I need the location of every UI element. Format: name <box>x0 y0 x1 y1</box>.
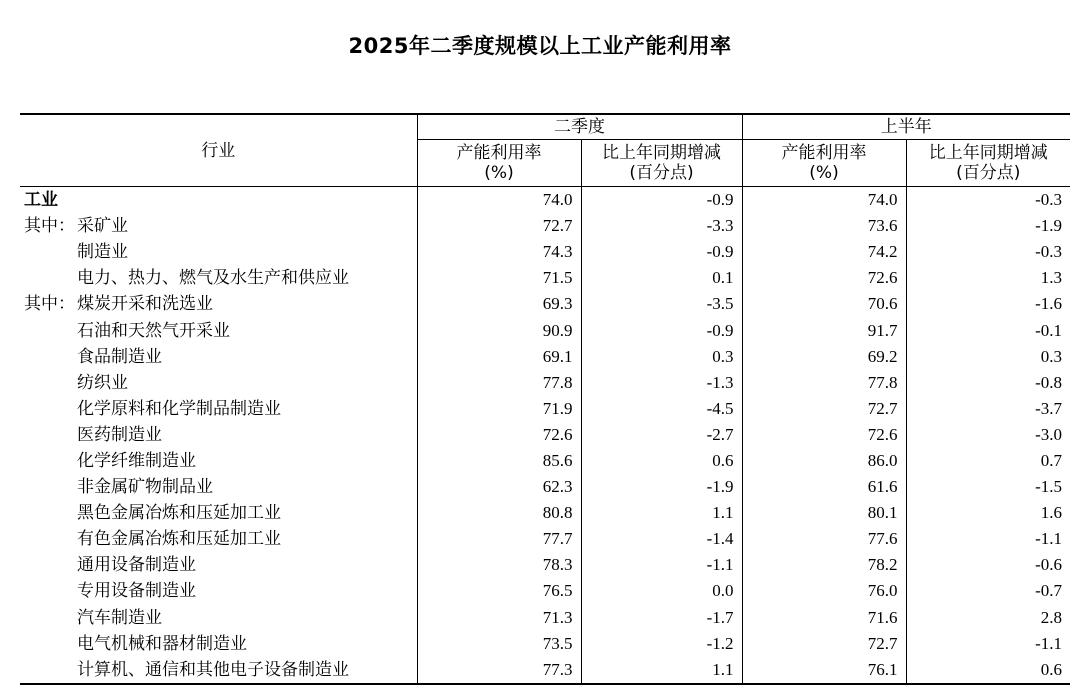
q2-rate-cell: 85.6 <box>417 448 581 474</box>
q2-change-cell: 0.1 <box>581 265 742 291</box>
industry-cell <box>20 265 417 291</box>
q2-rate-cell: 71.3 <box>417 605 581 631</box>
q2-rate-cell: 69.3 <box>417 291 581 317</box>
industry-cell <box>20 578 417 604</box>
q2-rate-cell: 71.5 <box>417 265 581 291</box>
q2-rate-cell: 69.1 <box>417 344 581 370</box>
h1-rate-cell: 91.7 <box>742 317 906 343</box>
industry-cell <box>20 239 417 265</box>
q2-change-cell: 0.3 <box>581 344 742 370</box>
table-row <box>20 291 1070 317</box>
h1-rate-cell: 61.6 <box>742 474 906 500</box>
h1-rate-header <box>742 140 906 187</box>
q2-rate-cell: 76.5 <box>417 578 581 604</box>
q2-change-cell: -0.9 <box>581 187 742 214</box>
table-row <box>20 552 1070 578</box>
rate-label: 产能利用率 <box>456 143 542 163</box>
industry-name: 电气机械和器材制造业 <box>77 633 247 654</box>
industry-name: 专用设备制造业 <box>77 581 196 602</box>
table-row <box>20 187 1070 214</box>
h1-rate-cell: 80.1 <box>742 500 906 526</box>
q2-change-cell: 1.1 <box>581 657 742 684</box>
table-row <box>20 396 1070 422</box>
h1-rate-cell: 86.0 <box>742 448 906 474</box>
q2-rate-cell: 90.9 <box>417 317 581 343</box>
industry-name: 计算机、通信和其他电子设备制造业 <box>77 659 349 680</box>
h1-rate-cell: 78.2 <box>742 552 906 578</box>
table-row <box>20 474 1070 500</box>
q2-rate-cell: 72.6 <box>417 422 581 448</box>
h1-change-cell: -0.7 <box>906 578 1070 604</box>
h1-rate-cell: 70.6 <box>742 291 906 317</box>
industry-name: 非金属矿物制品业 <box>77 477 213 498</box>
industry-name: 食品制造业 <box>77 346 162 367</box>
industry-cell <box>20 657 417 684</box>
h1-rate-cell: 69.2 <box>742 344 906 370</box>
q2-change-cell: -1.9 <box>581 474 742 500</box>
capacity-utilization-table <box>20 113 1070 685</box>
h1-change-cell: 0.7 <box>906 448 1070 474</box>
industry-cell <box>20 370 417 396</box>
table-row <box>20 631 1070 657</box>
h1-change-cell: 2.8 <box>906 605 1070 631</box>
industry-cell <box>20 552 417 578</box>
h1-change-cell: 0.6 <box>906 657 1070 684</box>
industry-cell <box>20 605 417 631</box>
industry-name: 纺织业 <box>77 372 128 393</box>
table-row <box>20 605 1070 631</box>
h1-change-cell: -0.8 <box>906 370 1070 396</box>
h1-rate-cell: 77.6 <box>742 526 906 552</box>
industry-name: 医药制造业 <box>77 424 162 445</box>
industry-cell <box>20 422 417 448</box>
q2-rate-cell: 77.3 <box>417 657 581 684</box>
h1-change-cell: -1.6 <box>906 291 1070 317</box>
q2-rate-cell: 80.8 <box>417 500 581 526</box>
change-unit-label: (百分点) <box>629 163 694 183</box>
industry-name: 石油和天然气开采业 <box>77 320 230 341</box>
q2-change-cell: 1.1 <box>581 500 742 526</box>
h1-rate-cell: 74.0 <box>742 187 906 214</box>
h1-change-cell: -1.1 <box>906 631 1070 657</box>
h1-rate-cell: 77.8 <box>742 370 906 396</box>
industry-cell <box>20 526 417 552</box>
industry-name: 黑色金属冶炼和压延加工业 <box>77 503 281 524</box>
change-unit-label: (百分点) <box>956 163 1021 183</box>
industry-name: 汽车制造业 <box>77 607 162 628</box>
industry-cell <box>20 500 417 526</box>
q2-rate-cell: 71.9 <box>417 396 581 422</box>
industry-cell <box>20 344 417 370</box>
table-row <box>20 317 1070 343</box>
h1-change-cell: -0.3 <box>906 239 1070 265</box>
industry-name: 工业 <box>24 190 58 211</box>
industry-cell <box>20 631 417 657</box>
table-row <box>20 422 1070 448</box>
industry-cell <box>20 448 417 474</box>
industry-cell <box>20 474 417 500</box>
q2-rate-cell: 77.8 <box>417 370 581 396</box>
h1-rate-cell: 73.6 <box>742 213 906 239</box>
h1-rate-cell: 76.1 <box>742 657 906 684</box>
industry-cell <box>20 291 417 317</box>
table-row <box>20 448 1070 474</box>
q2-change-cell: 0.0 <box>581 578 742 604</box>
rate-unit-label: (%) <box>809 163 839 183</box>
q2-change-cell: -1.4 <box>581 526 742 552</box>
q2-change-cell: -4.5 <box>581 396 742 422</box>
q2-change-cell: -1.2 <box>581 631 742 657</box>
q2-change-cell: -2.7 <box>581 422 742 448</box>
h1-change-cell: 1.6 <box>906 500 1070 526</box>
table-row <box>20 344 1070 370</box>
h1-group-header: 上半年 <box>742 114 1070 140</box>
q2-change-cell: -0.9 <box>581 317 742 343</box>
q2-rate-cell: 62.3 <box>417 474 581 500</box>
industry-name: 制造业 <box>77 242 128 263</box>
q2-rate-cell: 77.7 <box>417 526 581 552</box>
q2-change-cell: -3.3 <box>581 213 742 239</box>
change-label: 比上年同期增减 <box>928 143 1048 163</box>
h1-change-cell: -3.7 <box>906 396 1070 422</box>
table-row <box>20 500 1070 526</box>
industry-cell <box>20 187 417 214</box>
q2-rate-cell: 74.3 <box>417 239 581 265</box>
q2-change-cell: -1.3 <box>581 370 742 396</box>
table-row <box>20 657 1070 684</box>
industry-prefix: 其中： <box>24 294 75 315</box>
h1-rate-cell: 71.6 <box>742 605 906 631</box>
h1-change-cell: -0.3 <box>906 187 1070 214</box>
q2-rate-cell: 78.3 <box>417 552 581 578</box>
q2-change-cell: 0.6 <box>581 448 742 474</box>
h1-change-cell: -1.5 <box>906 474 1070 500</box>
rate-unit-label: (%) <box>484 163 514 183</box>
h1-rate-cell: 74.2 <box>742 239 906 265</box>
q2-group-header: 二季度 <box>417 114 742 140</box>
table-row <box>20 370 1070 396</box>
h1-change-cell: -1.9 <box>906 213 1070 239</box>
industry-name: 化学原料和化学制品制造业 <box>77 398 281 419</box>
q2-change-cell: -3.5 <box>581 291 742 317</box>
q2-rate-cell: 72.7 <box>417 213 581 239</box>
table-row <box>20 239 1070 265</box>
h1-rate-cell: 72.7 <box>742 631 906 657</box>
table-row <box>20 526 1070 552</box>
q2-rate-cell: 73.5 <box>417 631 581 657</box>
h1-rate-cell: 72.7 <box>742 396 906 422</box>
industry-cell <box>20 317 417 343</box>
rate-label: 产能利用率 <box>781 143 867 163</box>
industry-name: 煤炭开采和洗选业 <box>77 294 213 315</box>
h1-change-cell: -0.1 <box>906 317 1070 343</box>
h1-change-cell: -3.0 <box>906 422 1070 448</box>
industry-name: 化学纤维制造业 <box>77 450 196 471</box>
h1-change-cell: 1.3 <box>906 265 1070 291</box>
q2-change-cell: -0.9 <box>581 239 742 265</box>
industry-header: 行业 <box>20 114 417 187</box>
table-row <box>20 265 1070 291</box>
h1-change-cell: -1.1 <box>906 526 1070 552</box>
table-row <box>20 578 1070 604</box>
table-body <box>20 187 1070 684</box>
q2-change-cell: -1.1 <box>581 552 742 578</box>
q2-change-header <box>581 140 742 187</box>
industry-name: 通用设备制造业 <box>77 555 196 576</box>
industry-prefix: 其中： <box>24 216 75 237</box>
industry-name: 有色金属冶炼和压延加工业 <box>77 529 281 550</box>
q2-rate-cell: 74.0 <box>417 187 581 214</box>
industry-name: 电力、热力、燃气及水生产和供应业 <box>77 268 349 289</box>
h1-change-header <box>906 140 1070 187</box>
h1-rate-cell: 72.6 <box>742 265 906 291</box>
h1-change-cell: 0.3 <box>906 344 1070 370</box>
table-row <box>20 213 1070 239</box>
industry-cell <box>20 396 417 422</box>
q2-rate-header <box>417 140 581 187</box>
industry-cell <box>20 213 417 239</box>
industry-name: 采矿业 <box>77 216 128 237</box>
h1-change-cell: -0.6 <box>906 552 1070 578</box>
h1-rate-cell: 72.6 <box>742 422 906 448</box>
page-title: 2025年二季度规模以上工业产能利用率 <box>348 34 732 58</box>
change-label: 比上年同期增减 <box>602 143 721 163</box>
q2-change-cell: -1.7 <box>581 605 742 631</box>
h1-rate-cell: 76.0 <box>742 578 906 604</box>
